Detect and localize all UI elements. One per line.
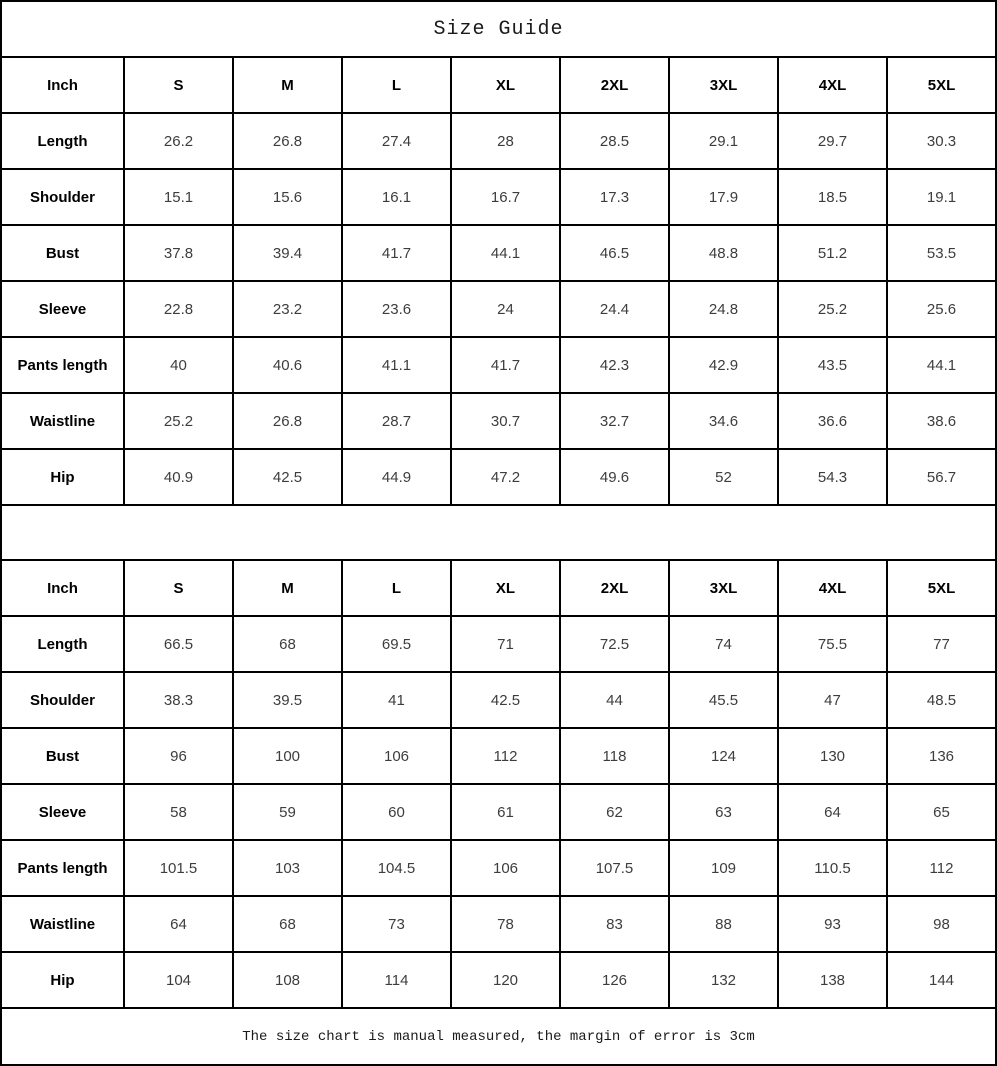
size-table-top [2, 56, 995, 504]
table-row [2, 112, 995, 168]
measurement-value: 16.7 [450, 170, 559, 224]
table-row [2, 615, 995, 671]
measurement-value: 44.1 [450, 226, 559, 280]
measurement-value: 68 [232, 897, 341, 951]
measurement-value: 98 [886, 897, 995, 951]
measurement-value: 17.9 [668, 170, 777, 224]
measurement-value: 44 [559, 673, 668, 727]
measurement-value: 104 [123, 953, 232, 1007]
measurement-value: 47 [777, 673, 886, 727]
measurement-value: 25.6 [886, 282, 995, 336]
size-header-cell: 2XL [559, 58, 668, 112]
measurement-value: 101.5 [123, 841, 232, 895]
measurement-value: 19.1 [886, 170, 995, 224]
measurement-value: 62 [559, 785, 668, 839]
measurement-value: 25.2 [777, 282, 886, 336]
size-header-cell: 4XL [777, 561, 886, 615]
measurement-value: 43.5 [777, 338, 886, 392]
measurement-value: 138 [777, 953, 886, 1007]
measurement-value: 23.2 [232, 282, 341, 336]
measurement-value: 58 [123, 785, 232, 839]
size-header-cell: XL [450, 58, 559, 112]
measurement-value: 54.3 [777, 450, 886, 504]
measurement-value: 114 [341, 953, 450, 1007]
size-header-cell: 2XL [559, 561, 668, 615]
measurement-label: Pants length [17, 356, 108, 374]
measurement-value: 112 [886, 841, 995, 895]
measurement-value: 69.5 [341, 617, 450, 671]
measurement-value: 24 [450, 282, 559, 336]
measurement-value: 72.5 [559, 617, 668, 671]
measurement-label: Hip [50, 971, 75, 989]
measurement-value: 41.1 [341, 338, 450, 392]
measurement-value: 108 [232, 953, 341, 1007]
measurement-value: 42.5 [450, 673, 559, 727]
measurement-value: 106 [341, 729, 450, 783]
measurement-label: Length [37, 132, 88, 150]
unit-header-cell: Inch [47, 579, 78, 597]
measurement-value: 106 [450, 841, 559, 895]
measurement-value: 28 [450, 114, 559, 168]
measurement-value: 61 [450, 785, 559, 839]
measurement-value: 59 [232, 785, 341, 839]
measurement-value: 41 [341, 673, 450, 727]
size-header-cell: 5XL [886, 58, 995, 112]
measurement-value: 48.5 [886, 673, 995, 727]
measurement-value: 16.1 [341, 170, 450, 224]
table-row [2, 224, 995, 280]
size-header-cell: 5XL [886, 561, 995, 615]
measurement-label: Sleeve [38, 803, 87, 821]
footer-note: The size chart is manual measured, the margin of error is 3cm [2, 1007, 995, 1064]
measurement-value: 75.5 [777, 617, 886, 671]
measurement-value: 41.7 [450, 338, 559, 392]
measurement-value: 28.7 [341, 394, 450, 448]
measurement-value: 53.5 [886, 226, 995, 280]
measurement-label: Shoulder [29, 188, 95, 206]
measurement-value: 30.3 [886, 114, 995, 168]
measurement-value: 77 [886, 617, 995, 671]
measurement-value: 25.2 [123, 394, 232, 448]
measurement-value: 96 [123, 729, 232, 783]
measurement-label: Length [37, 635, 88, 653]
measurement-value: 73 [341, 897, 450, 951]
measurement-value: 17.3 [559, 170, 668, 224]
measurement-value: 44.9 [341, 450, 450, 504]
measurement-value: 112 [450, 729, 559, 783]
measurement-value: 22.8 [123, 282, 232, 336]
measurement-value: 39.5 [232, 673, 341, 727]
measurement-value: 71 [450, 617, 559, 671]
measurement-value: 29.1 [668, 114, 777, 168]
measurement-value: 38.3 [123, 673, 232, 727]
measurement-value: 124 [668, 729, 777, 783]
measurement-value: 64 [123, 897, 232, 951]
measurement-value: 40.9 [123, 450, 232, 504]
measurement-value: 66.5 [123, 617, 232, 671]
table-row [2, 448, 995, 504]
size-header-cell: 4XL [777, 58, 886, 112]
table-row [2, 727, 995, 783]
measurement-value: 47.2 [450, 450, 559, 504]
measurement-value: 126 [559, 953, 668, 1007]
measurement-value: 29.7 [777, 114, 886, 168]
measurement-value: 24.4 [559, 282, 668, 336]
measurement-label: Waistline [29, 915, 96, 933]
table-row [2, 392, 995, 448]
measurement-value: 64 [777, 785, 886, 839]
measurement-value: 107.5 [559, 841, 668, 895]
table-row [2, 336, 995, 392]
table-row [2, 280, 995, 336]
measurement-value: 39.4 [232, 226, 341, 280]
measurement-value: 26.8 [232, 114, 341, 168]
measurement-value: 68 [232, 617, 341, 671]
table-row [2, 951, 995, 1007]
size-header-cell: 3XL [668, 58, 777, 112]
size-table-header-row [2, 56, 995, 112]
measurement-value: 130 [777, 729, 886, 783]
table-row [2, 895, 995, 951]
size-header-cell: XL [450, 561, 559, 615]
measurement-value: 103 [232, 841, 341, 895]
size-header-cell: L [341, 58, 450, 112]
measurement-value: 36.6 [777, 394, 886, 448]
measurement-value: 27.4 [341, 114, 450, 168]
measurement-value: 56.7 [886, 450, 995, 504]
measurement-value: 42.9 [668, 338, 777, 392]
measurement-value: 93 [777, 897, 886, 951]
measurement-value: 45.5 [668, 673, 777, 727]
measurement-value: 38.6 [886, 394, 995, 448]
measurement-value: 23.6 [341, 282, 450, 336]
page-title: Size Guide [433, 17, 564, 41]
measurement-value: 52 [668, 450, 777, 504]
measurement-value: 40.6 [232, 338, 341, 392]
measurement-label: Pants length [17, 859, 108, 877]
size-header-cell: L [341, 561, 450, 615]
measurement-value: 78 [450, 897, 559, 951]
table-row [2, 168, 995, 224]
measurement-value: 42.5 [232, 450, 341, 504]
measurement-label: Sleeve [38, 300, 87, 318]
measurement-value: 37.8 [123, 226, 232, 280]
measurement-value: 40 [123, 338, 232, 392]
measurement-value: 32.7 [559, 394, 668, 448]
size-table-header-row [2, 559, 995, 615]
measurement-value: 34.6 [668, 394, 777, 448]
measurement-value: 30.7 [450, 394, 559, 448]
table-row [2, 783, 995, 839]
measurement-value: 51.2 [777, 226, 886, 280]
size-header-cell: 3XL [668, 561, 777, 615]
unit-header-cell: Inch [47, 76, 78, 94]
measurement-value: 144 [886, 953, 995, 1007]
measurement-value: 109 [668, 841, 777, 895]
measurement-value: 26.2 [123, 114, 232, 168]
measurement-value: 104.5 [341, 841, 450, 895]
measurement-label: Shoulder [29, 691, 95, 709]
measurement-value: 132 [668, 953, 777, 1007]
measurement-value: 44.1 [886, 338, 995, 392]
measurement-value: 46.5 [559, 226, 668, 280]
measurement-value: 83 [559, 897, 668, 951]
size-table-bottom [2, 559, 995, 1007]
measurement-value: 120 [450, 953, 559, 1007]
size-header-cell: M [232, 58, 341, 112]
measurement-label: Bust [45, 747, 80, 765]
measurement-value: 65 [886, 785, 995, 839]
measurement-value: 49.6 [559, 450, 668, 504]
measurement-value: 42.3 [559, 338, 668, 392]
size-header-cell: S [123, 561, 232, 615]
measurement-value: 118 [559, 729, 668, 783]
table-separator [2, 504, 995, 559]
measurement-label: Hip [50, 468, 75, 486]
table-row [2, 839, 995, 895]
measurement-value: 60 [341, 785, 450, 839]
measurement-value: 15.1 [123, 170, 232, 224]
measurement-value: 26.8 [232, 394, 341, 448]
measurement-value: 24.8 [668, 282, 777, 336]
measurement-value: 41.7 [341, 226, 450, 280]
measurement-value: 15.6 [232, 170, 341, 224]
measurement-value: 110.5 [777, 841, 886, 895]
measurement-value: 48.8 [668, 226, 777, 280]
measurement-value: 100 [232, 729, 341, 783]
measurement-value: 88 [668, 897, 777, 951]
size-header-cell: M [232, 561, 341, 615]
measurement-value: 28.5 [559, 114, 668, 168]
measurement-value: 74 [668, 617, 777, 671]
size-header-cell: S [123, 58, 232, 112]
measurement-value: 63 [668, 785, 777, 839]
measurement-value: 18.5 [777, 170, 886, 224]
measurement-value: 136 [886, 729, 995, 783]
table-row [2, 671, 995, 727]
measurement-label: Bust [45, 244, 80, 262]
measurement-label: Waistline [29, 412, 96, 430]
